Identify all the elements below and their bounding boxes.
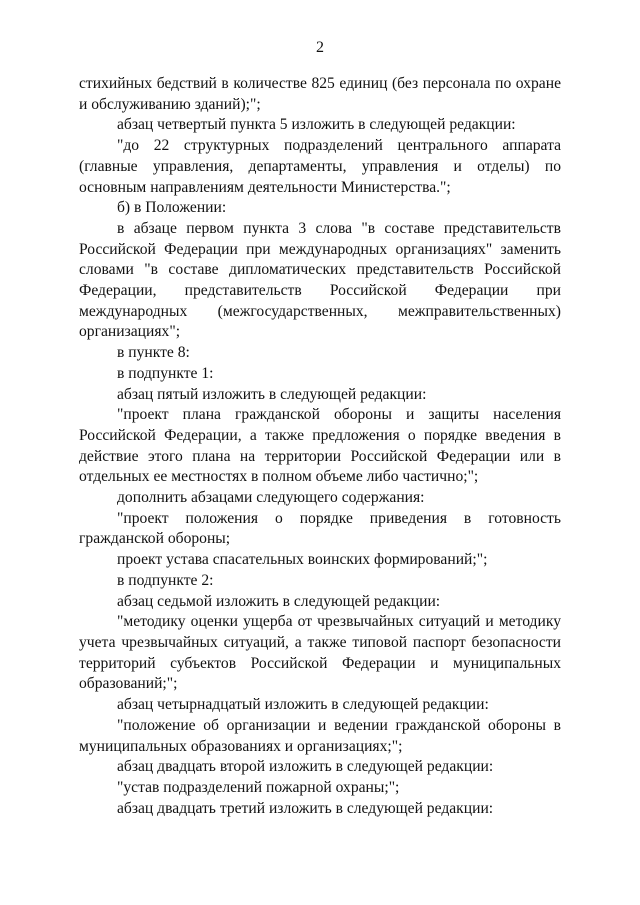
- paragraph: "положение об организации и ведении гражданской обороны в муниципальных образованиях и организациях;";: [79, 716, 561, 755]
- paragraph: "устав подразделений пожарной охраны;";: [117, 778, 400, 796]
- paragraph: абзац четырнадцатый изложить в следующей редакции:: [117, 696, 489, 714]
- paragraph: абзац двадцать третий изложить в следующей редакции:: [117, 799, 494, 817]
- paragraph: дополнить абзацами следующего содержания:: [117, 489, 425, 507]
- paragraph: "проект плана гражданской обороны и защиты населения Российской Федерации, а также предложения о порядке введения в действие этого плана на территории Российской Федерации или в отдельных ее местностях в полном объеме либо частично;";: [79, 406, 561, 486]
- document-body: [79, 74, 561, 819]
- paragraph: в пункте 8:: [117, 344, 190, 362]
- paragraph: стихийных бедствий в количестве 825 единиц (без персонала по охране и обслуживанию зданий);";: [79, 75, 561, 113]
- paragraph: в подпункте 1:: [117, 364, 214, 382]
- paragraph: абзац четвертый пункта 5 изложить в следующей редакции:: [117, 116, 516, 134]
- paragraph: абзац пятый изложить в следующей редакции:: [117, 385, 427, 403]
- paragraph: абзац двадцать второй изложить в следующей редакции:: [117, 758, 494, 776]
- paragraph: б) в Положении:: [117, 199, 227, 217]
- paragraph: в абзаце первом пункта 3 слова "в составе представительств Российской Федерации при международных организациях" заменить словами "в составе дипломатических представительств Российской Федерации, представительств Российской Федерации при международных (межгосударственных, межправительственных) организациях";: [79, 219, 561, 341]
- paragraph: в подпункте 2:: [117, 571, 214, 589]
- paragraph: "до 22 структурных подразделений центрального аппарата (главные управления, департаменты, управления и отделы) по основным направлениям деятельности Министерства.";: [79, 137, 561, 196]
- page-number: 2: [316, 39, 324, 56]
- paragraph: проект устава спасательных воинских формирований;";: [117, 551, 488, 569]
- paragraph: "методику оценки ущерба от чрезвычайных ситуаций и методику учета чрезвычайных ситуаций, а также типовой паспорт безопасности территорий субъектов Российской Федерации и муниципальных образований;";: [79, 613, 561, 693]
- paragraph: "проект положения о порядке приведения в готовность гражданской обороны;: [79, 509, 561, 548]
- paragraph: абзац седьмой изложить в следующей редакции:: [117, 592, 441, 610]
